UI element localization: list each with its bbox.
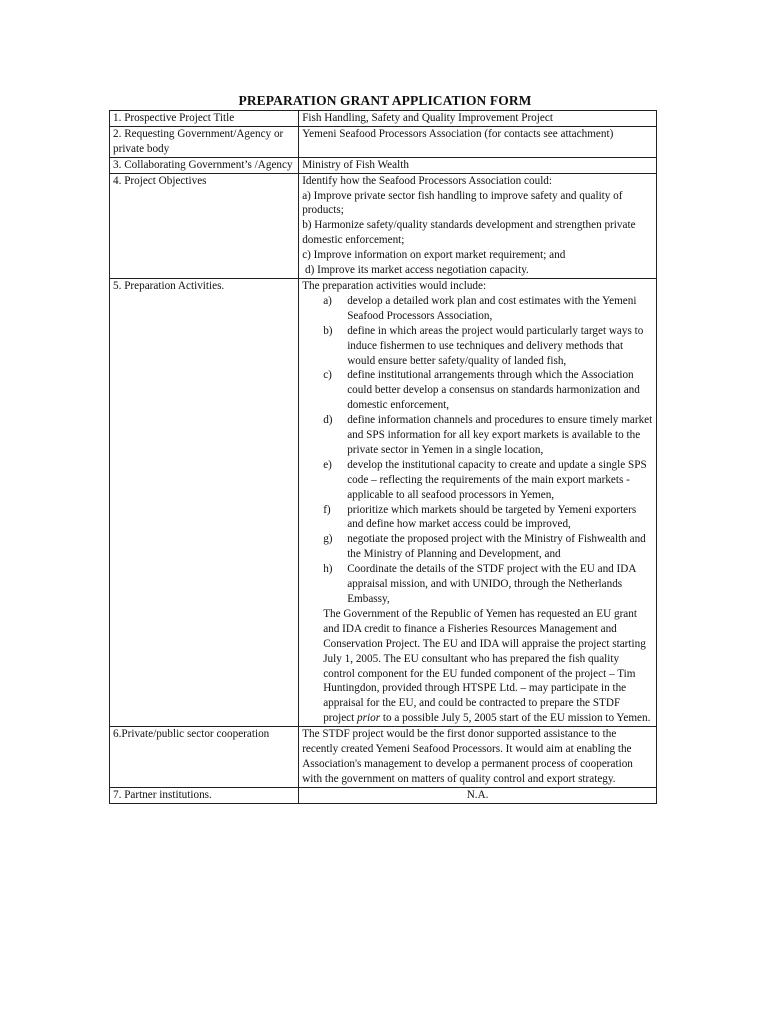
activities-closing-paragraph <box>302 607 653 726</box>
list-item <box>302 324 653 369</box>
item-text: prioritize which markets should be targeted by Yemeni exporters and define how market access could be improved, <box>347 503 637 531</box>
row-preparation-activities <box>110 278 657 726</box>
list-item <box>302 458 653 503</box>
item-marker: b) <box>323 324 333 337</box>
label-project-objectives: 4. Project Objectives <box>110 173 299 278</box>
objectives-intro: Identify how the Seafood Processors Association could: <box>302 174 552 187</box>
item-marker: h) <box>323 563 333 576</box>
row-collaborating-agency <box>110 157 657 173</box>
item-marker: g) <box>323 533 333 546</box>
item-marker: d) <box>323 414 333 427</box>
activities-intro: The preparation activities would include: <box>302 279 487 292</box>
list-item <box>302 413 653 458</box>
row-project-objectives <box>110 173 657 278</box>
label-private-public-cooperation: 6.Private/public sector cooperation <box>110 727 299 788</box>
application-form-table <box>109 110 657 804</box>
closing-italic-text: prior <box>357 712 381 725</box>
activities-list <box>302 294 653 607</box>
item-text: define information channels and procedures to ensure timely market and SPS information for all key export markets is available to the private sector in Yemen in a single location, <box>347 414 653 456</box>
item-marker: f) <box>323 503 331 516</box>
objective-item: d) Improve its market access negotiation capacity. <box>302 264 529 277</box>
value-project-title: Fish Handling, Safety and Quality Improvement Project <box>299 111 657 127</box>
label-requesting-body: 2. Requesting Government/Agency or private body <box>110 126 299 157</box>
objective-item: b) Harmonize safety/quality standards development and strengthen private domestic enforcement; <box>302 219 636 247</box>
item-marker: a) <box>323 294 332 307</box>
item-text: Coordinate the details of the STDF project with the EU and IDA appraisal mission, and with UNIDO, through the Netherlands Embassy, <box>347 563 636 605</box>
item-text: develop the institutional capacity to create and update a single SPS code – reflecting the requirements of the main export markets - applicable to all seafood processors in Yemen, <box>347 458 647 501</box>
label-collaborating-agency: 3. Collaborating Government’s /Agency <box>110 157 299 173</box>
row-partner-institutions <box>110 787 657 803</box>
item-text: negotiate the proposed project with the Ministry of Fishwealth and the Ministry of Planning and Development, and <box>347 533 646 561</box>
value-collaborating-agency: Ministry of Fish Wealth <box>299 157 657 173</box>
row-private-public-cooperation <box>110 727 657 788</box>
list-item <box>302 532 653 562</box>
value-requesting-body: Yemeni Seafood Processors Association (for contacts see attachment) <box>299 126 657 157</box>
closing-text: The Government of the Republic of Yemen has requested an EU grant and IDA credit to finance a Fisheries Resources Management and Conservation Project. The EU and IDA will appraise the project starting July 1, 2005. The EU consultant who has prepared the fish quality control component for the EU funded component of the project – Tim Huntingdon, provided through HTSPE Ltd. – may participate in the appraisal for the EU, and could be contracted to prepare the STDF project <box>323 607 646 725</box>
item-marker: e) <box>323 458 332 471</box>
label-preparation-activities: 5. Preparation Activities. <box>110 278 299 726</box>
label-partner-institutions: 7. Partner institutions. <box>110 787 299 803</box>
row-requesting-body <box>110 126 657 157</box>
objective-item: c) Improve information on export market requirement; and <box>302 249 566 262</box>
objective-item: a) Improve private sector fish handling to improve safety and quality of products; <box>302 189 623 217</box>
item-text: define institutional arrangements through which the Association could better develop a consensus on standards harmonization and domestic enforcement, <box>347 369 640 412</box>
row-project-title <box>110 111 657 127</box>
list-item <box>302 562 653 607</box>
form-title: PREPARATION GRANT APPLICATION FORM <box>238 93 532 108</box>
item-text: develop a detailed work plan and cost estimates with the Yemeni Seafood Processors Association, <box>347 294 637 322</box>
list-item <box>302 368 653 413</box>
item-marker: c) <box>323 369 332 382</box>
item-text: define in which areas the project would particularly target ways to induce fishermen to use techniques and delivery methods that would ensure better safety/quality of landed fish, <box>347 324 644 367</box>
list-item <box>302 503 653 533</box>
list-item <box>302 294 653 324</box>
label-project-title: 1. Prospective Project Title <box>110 111 299 127</box>
value-private-public-cooperation: The STDF project would be the first donor supported assistance to the recently created Yemeni Seafood Processors. It would aim at enabling the Association's management to develop a permanent process of cooperation with the government on matters of quality control and export strategy. <box>299 727 657 788</box>
value-preparation-activities <box>299 278 657 726</box>
value-partner-institutions: N.A. <box>299 787 657 803</box>
value-project-objectives <box>299 173 657 278</box>
closing-text-end: to a possible July 5, 2005 start of the EU mission to Yemen. <box>380 712 651 725</box>
